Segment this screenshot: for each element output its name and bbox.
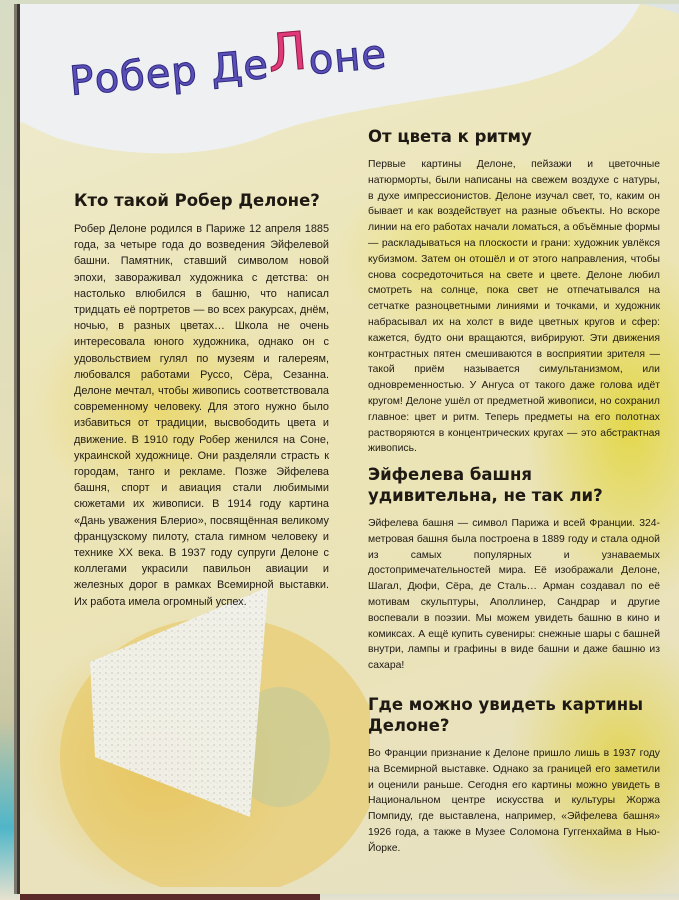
section-eiffel-tower <box>368 464 660 674</box>
magazine-page <box>20 4 679 894</box>
section-color-to-rhythm <box>368 126 660 457</box>
section-who-is-delaunay <box>74 190 329 610</box>
section-body: Во Франции признание к Делоне пришло лишь в 1937 году на Всемирной выставке. Однако за границей его заметили и оценили раньше. Сегодня его картины можно увидеть в Национальном центре искусства и культуры Жоржа Помпиду, где выставлена, например, «Эйфелева башня» 1926 года, а также в Музее Соломона Гуггенхайма в Нью-Йорке. <box>368 748 660 854</box>
section-heading: От цвета к ритму <box>368 127 532 146</box>
abstract-painting-illustration <box>50 587 370 887</box>
section-body: Первые картины Делоне, пейзажи и цветочные натюрморты, были написаны на свежем воздухе с натуры, в духе импрессионистов. Делоне изучал свет, то, каким он бывает и как воздействует на разные объекты. Но вскоре линии на его работах начали ломаться, а объёмные формы — раскладываться на плоскости и грани: художник увлёкся кубизмом. Затем он отошёл и от этого направления, чтобы снова сосредоточиться на свете и цвете. Делоне любил смотреть на солнце, пока свет не отпечатывался на сетчатке разноцветными линиями и точками, и художник набрасывал их на холст в виде цветных кругов и сфер: кажется, будто они вращаются, вибрируют. Эти движения контрастных пятен смешиваются в восприятии зрителя — такой приём называется симультанизмом, или одновременностью. У Ангуса от такого даже голова идёт кругом! Делоне ушёл от предметной живописи, но сохранил главное: цвет и ритм. Теперь предметы на его полотнах растворяются в концентрических кругах — это абстрактная живопись. <box>368 159 660 455</box>
section-where-to-see <box>368 694 660 857</box>
section-heading: Где можно увидеть картины Делоне? <box>368 695 644 735</box>
section-body: Эйфелева башня — символ Парижа и всей Франции. 324-метровая башня была построена в 1889 году и стала одной из самых популярных и узнаваемых достопримечательностей мира. Её изображали Делоне, Шагал, Дюфи, Сёра, де Сталь… Арман создавал по её мотивам скульптуры, Аполлинер, Сандрар и другие воспевали в поэзии. Мы можем увидеть башню в кино и комиксах. А ещё купить сувениры: снежные шары с башней внутри, лампы и графины в виде башни и даже башню из сахара! <box>368 518 660 672</box>
section-body: Робер Делоне родился в Париже 12 апреля 1885 года, за четыре года до возведения Эйфелевой башни. Памятник, ставший символом новой эпохи, завораживал художника с детства: он настолько влюбился в башню, что написал тридцать её портретов — во всех ракурсах, днём, ночью, в разных цветах… Школа не очень интересовала юного художника, однако он с удовольствием гулял по музеям и галереям, любовался работами Руссо, Сёра, Сезанна. Делоне мечтал, чтобы живопись соответствовала современному человеку. Для этого нужно было избавиться от традиции, высвободить цвета и движение. В 1910 году Робер женился на Соне, украинской художнице. Они разделяли страсть к городам, танго и рекламе. Позже Эйфелева башня, спорт и авиация стали любимыми сюжетами их живописи. В 1914 году картина «Дань уважения Блерио», посвящённая великому французскому пилоту, стала гимном человеку и технике XX века. В 1937 году супруги Делоне с коллегами украсили павильон авиации и железных дорог в рамках Всемирной выставки. Их работа имела огромный успех. <box>74 223 329 608</box>
section-heading: Эйфелева башня удивительна, не так ли? <box>368 465 603 505</box>
title-accent-letter: Л <box>265 21 311 85</box>
title-part-1: Робер Де <box>67 41 271 106</box>
title-part-2: оне <box>306 31 389 85</box>
section-heading: Кто такой Робер Делоне? <box>74 191 320 210</box>
